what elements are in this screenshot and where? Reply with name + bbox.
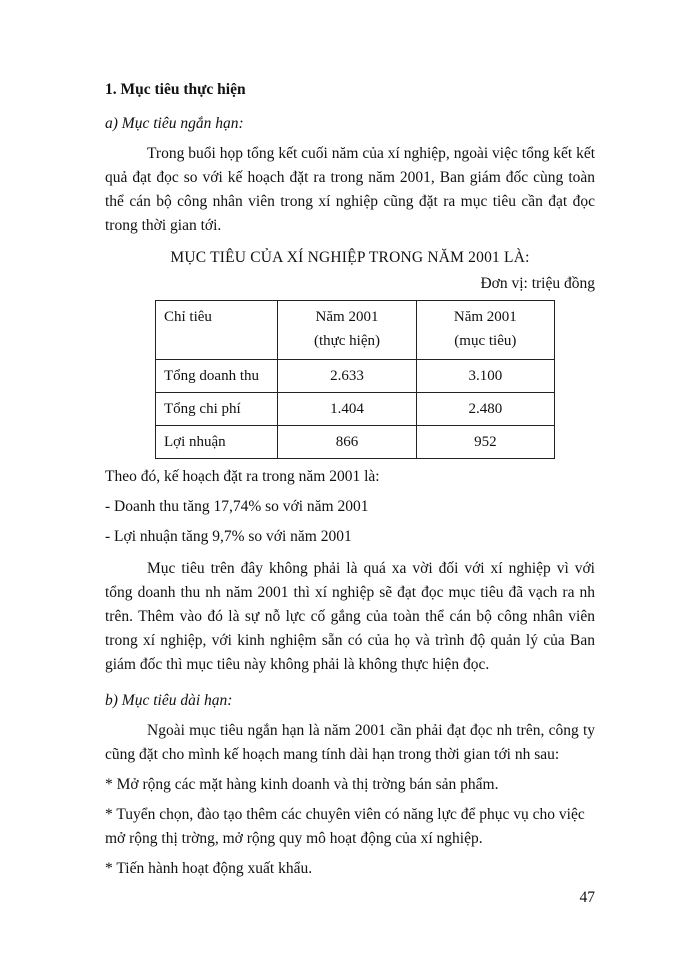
plan-intro: Theo đó, kế hoạch đặt ra trong năm 2001 là: xyxy=(105,468,380,485)
plan-item: - Lợi nhuận tăng 9,7% so với năm 2001 xyxy=(105,528,352,545)
row-label: Tổng chi phí xyxy=(156,393,278,426)
header-target: Năm 2001 (mục tiêu) xyxy=(416,301,554,360)
row-target: 952 xyxy=(416,426,554,459)
header-indicator: Chỉ tiêu xyxy=(156,301,278,360)
row-label: Tổng doanh thu xyxy=(156,360,278,393)
table-title: MỤC TIÊU CỦA XÍ NGHIỆP TRONG NĂM 2001 LÀ: xyxy=(170,249,530,266)
unit-label: Đơn vị: triệu đồng xyxy=(480,275,595,292)
long-term-item: * Mở rộng các mặt hàng kinh doanh và thị trờng bán sản phẩm. xyxy=(105,776,499,793)
table-row xyxy=(156,426,555,459)
paragraph-intro: Trong buổi họp tổng kết cuối năm của xí nghiệp, ngoài việc tổng kết kết quả đạt đọc so với kế hoạch đặt ra trong năm 2001, Ban giám đốc cùng toàn thể cán bộ công nhân viên trong xí nghiệp cũng đặt ra mục tiêu cần đạt đọc trong thời gian tới. xyxy=(105,145,595,234)
row-actual: 1.404 xyxy=(278,393,416,426)
row-label: Lợi nhuận xyxy=(156,426,278,459)
row-target: 2.480 xyxy=(416,393,554,426)
row-target: 3.100 xyxy=(416,360,554,393)
header-actual: Năm 2001 (thực hiện) xyxy=(278,301,416,360)
row-actual: 2.633 xyxy=(278,360,416,393)
subsection-b-title: b) Mục tiêu dài hạn: xyxy=(105,692,233,709)
paragraph-feasibility: Mục tiêu trên đây không phải là quá xa vời đối với xí nghiệp vì với tổng doanh thu nh năm 2001 thì xí nghiệp sẽ đạt đọc mục tiêu đã vạch ra nh trên. Thêm vào đó là sự nỗ lực cố gắng của toàn thể cán bộ công nhân viên trong xí nghiệp, với kinh nghiệm sẵn có của họ và trình độ quản lý của Ban giám đốc thì mục tiêu này không phải là không thực hiện đọc. xyxy=(105,560,595,673)
table-header-row xyxy=(156,301,555,360)
subsection-a-title: a) Mục tiêu ngắn hạn: xyxy=(105,115,244,132)
long-term-item: * Tuyển chọn, đào tạo thêm các chuyên viên có năng lực để phục vụ cho việc mở rộng thị trờng, mở rộng quy mô hoạt động của xí nghiệp. xyxy=(105,806,585,847)
document-page xyxy=(105,78,595,881)
plan-item: - Doanh thu tăng 17,74% so với năm 2001 xyxy=(105,498,369,515)
section-title: 1. Mục tiêu thực hiện xyxy=(105,81,246,98)
goals-table xyxy=(155,300,555,459)
paragraph-long-term: Ngoài mục tiêu ngắn hạn là năm 2001 cần phải đạt đọc nh trên, công ty cũng đặt cho mình kế hoạch mang tính dài hạn trong thời gian tới nh sau: xyxy=(105,722,595,763)
long-term-item: * Tiến hành hoạt động xuất khẩu. xyxy=(105,860,313,877)
page-number: 47 xyxy=(579,889,595,906)
table-row xyxy=(156,360,555,393)
table-row xyxy=(156,393,555,426)
row-actual: 866 xyxy=(278,426,416,459)
